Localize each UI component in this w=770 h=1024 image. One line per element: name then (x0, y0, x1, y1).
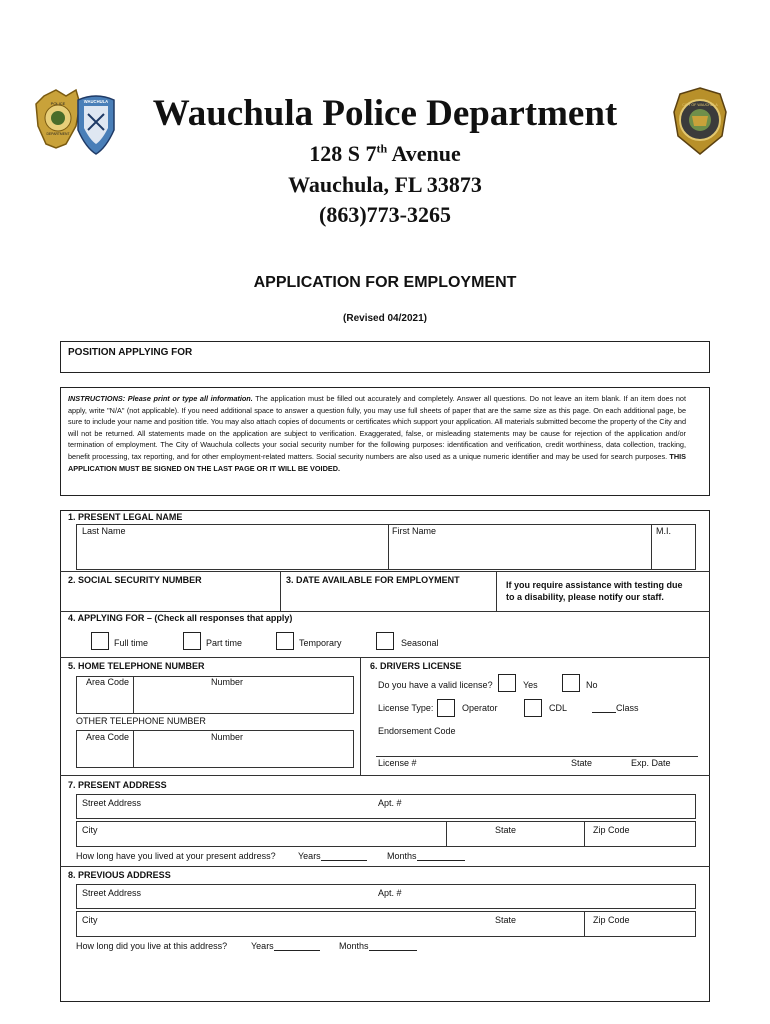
present-apt-label: Apt. # (378, 798, 402, 808)
previous-duration-label: How long did you live at this address? (76, 941, 228, 951)
license-class-field[interactable]: Class (592, 703, 639, 713)
section-5-title: 5. HOME TELEPHONE NUMBER (68, 661, 205, 671)
present-city-label: City (82, 825, 98, 835)
ssn-field[interactable] (68, 588, 273, 608)
section-3-title: 3. DATE AVAILABLE FOR EMPLOYMENT (286, 575, 460, 585)
cdl-checkbox[interactable] (524, 699, 542, 717)
assistance-note-line1: If you require assistance with testing due (506, 580, 683, 590)
city-state-zip: Wauchula, FL 33873 (288, 172, 482, 197)
license-state-label: State (571, 758, 593, 768)
first-name-label: First Name (392, 526, 437, 536)
valid-license-question: Do you have a valid license? (378, 680, 493, 690)
revised-date: (Revised 04/2021) (343, 313, 427, 324)
part-time-checkbox[interactable] (183, 632, 201, 650)
license-exp-label: Exp. Date (631, 758, 671, 768)
present-years-field[interactable]: Years (298, 851, 367, 861)
operator-label: Operator (462, 703, 498, 713)
present-zip-label: Zip Code (593, 825, 630, 835)
cdl-label: CDL (549, 703, 568, 713)
section-7-title: 7. PRESENT ADDRESS (68, 780, 167, 790)
license-no-label: No (586, 680, 598, 690)
previous-years-field[interactable]: Years (251, 941, 320, 951)
license-number-line[interactable] (376, 756, 698, 757)
full-time-checkbox[interactable] (91, 632, 109, 650)
other-phone-label: OTHER TELEPHONE NUMBER (76, 716, 206, 726)
other-area-code-label: Area Code (86, 732, 130, 742)
last-name-label: Last Name (82, 526, 126, 536)
address-line: 128 S 7th Avenue (309, 141, 461, 166)
phone-number: (863)773-3265 (319, 202, 451, 227)
other-number-label: Number (211, 732, 244, 742)
previous-state-label: State (495, 915, 517, 925)
present-street-label: Street Address (82, 798, 142, 808)
license-type-label: License Type: (378, 703, 434, 713)
date-available-field[interactable] (286, 588, 491, 608)
seasonal-label: Seasonal (401, 638, 439, 648)
license-yes-checkbox[interactable] (498, 674, 516, 692)
form-title: APPLICATION FOR EMPLOYMENT (253, 274, 517, 291)
part-time-label: Part time (206, 638, 243, 648)
home-number-label: Number (211, 677, 244, 687)
section-2-title: 2. SOCIAL SECURITY NUMBER (68, 575, 202, 585)
previous-zip-label: Zip Code (593, 915, 630, 925)
temporary-checkbox[interactable] (276, 632, 294, 650)
present-state-label: State (495, 825, 517, 835)
present-months-field[interactable]: Months (387, 851, 465, 861)
operator-checkbox[interactable] (437, 699, 455, 717)
license-yes-label: Yes (523, 680, 538, 690)
previous-months-field[interactable]: Months (339, 941, 417, 951)
temporary-label: Temporary (299, 638, 342, 648)
assistance-note-line2: to a disability, please notify our staff. (506, 592, 664, 602)
instructions-text: INSTRUCTIONS: Please print or type all information. The application must be filled out accurately and completely. Answer all questions. Do not leave an item blank. If an item does not apply, write "N/A" (not applicable). If you need additional space to answer a question fully, you may use full sheets of paper that are the same size as this page. On each additional page, be sure to include your name and position title. You may also attach copies of documents or certificates which support your application. All materials submitted become the property of the City and will not be returned. All statements made on the application are subject to verification. Exaggerated, false, or misleading statements may be cause for rejection of the application and/or termination of employment. The City of Wauchula collects your social security number for the following purposes: identification and verification, credit worthiness, data collection, tracking, benefit processing, tax reporting, and for other employment-related matters. Social security numbers are also used as a unique numeric identifier and may be used for search purposes. THIS APPLICATION MUST BE SIGNED ON THE LAST PAGE OR IT WILL BE VOIDED. (68, 394, 686, 473)
home-area-code-label: Area Code (86, 677, 130, 687)
svg-text:CITY OF WAUCHULA: CITY OF WAUCHULA (682, 103, 718, 107)
department-title: Wauchula Police Department (152, 93, 618, 134)
svg-text:POLICE: POLICE (50, 101, 66, 106)
svg-text:DEPARTMENT: DEPARTMENT (46, 132, 70, 136)
license-number-label: License # (378, 758, 417, 768)
svg-text:WAUCHULA: WAUCHULA (83, 99, 109, 104)
present-duration-label: How long have you lived at your present address? (76, 851, 276, 861)
previous-apt-label: Apt. # (378, 888, 402, 898)
section-1-title: 1. PRESENT LEGAL NAME (68, 512, 183, 522)
legal-name-field[interactable] (76, 524, 696, 570)
previous-city-label: City (82, 915, 98, 925)
previous-street-label: Street Address (82, 888, 142, 898)
license-no-checkbox[interactable] (562, 674, 580, 692)
section-8-title: 8. PREVIOUS ADDRESS (68, 870, 171, 880)
endorsement-code-label: Endorsement Code (378, 726, 456, 736)
section-4-title: 4. APPLYING FOR – (Check all responses that apply) (68, 613, 293, 623)
seasonal-checkbox[interactable] (376, 632, 394, 650)
position-label: POSITION APPLYING FOR (68, 347, 193, 358)
middle-initial-label: M.I. (656, 526, 671, 536)
section-6-title: 6. DRIVERS LICENSE (370, 661, 462, 671)
full-time-label: Full time (114, 638, 149, 648)
